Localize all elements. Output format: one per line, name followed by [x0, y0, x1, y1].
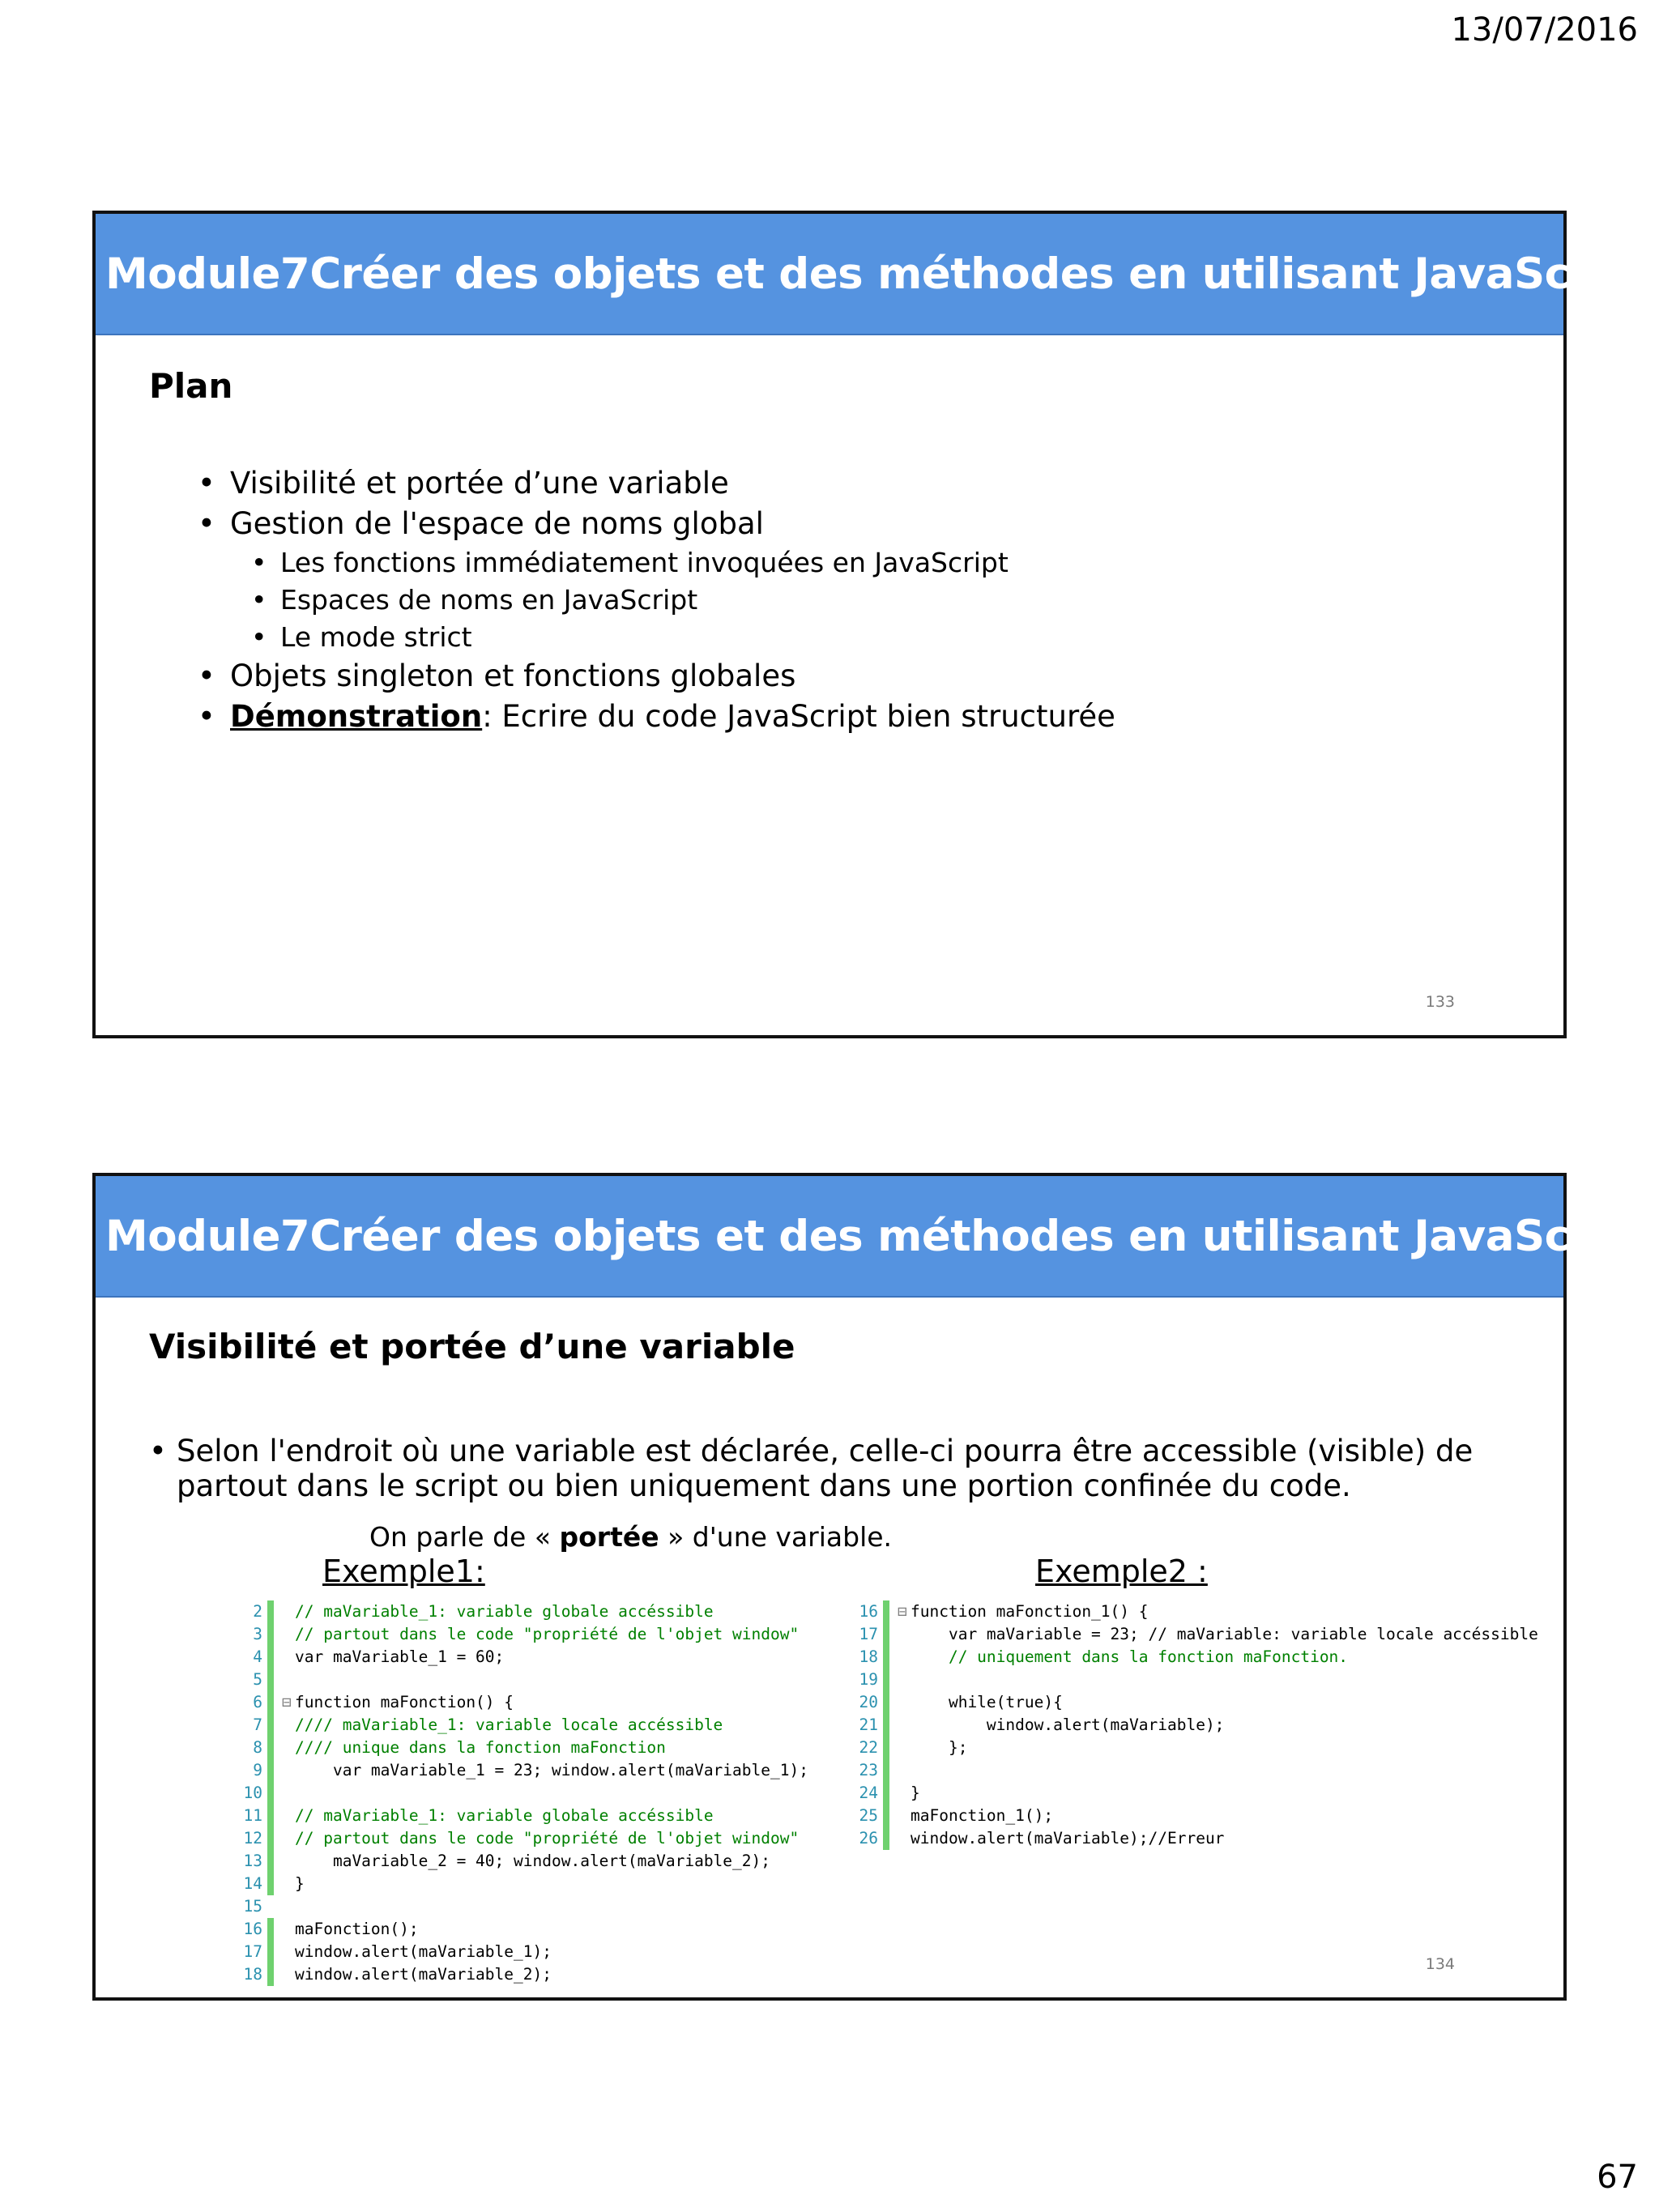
line-number: 2 [253, 1602, 262, 1621]
line-number: 12 [243, 1829, 262, 1848]
fold-icon [282, 1600, 295, 1623]
line-number: 26 [859, 1829, 878, 1848]
section-title: Visibilité et portée d’une variable [149, 1327, 795, 1366]
example1-title: Exemple1: [322, 1554, 485, 1589]
change-bar [267, 1918, 274, 1941]
line-number: 16 [243, 1920, 262, 1938]
plan-item: • Objets singleton et fonctions globales [198, 656, 1115, 697]
code-line [225, 1805, 914, 1827]
line-number: 22 [859, 1738, 878, 1757]
code-line [841, 1737, 1554, 1759]
change-bar [883, 1623, 889, 1646]
plan-item-demo [198, 697, 1115, 737]
code-line [841, 1691, 1554, 1714]
code-text: var maVariable_1 = 23; window.alert(maVariable_1); [295, 1761, 808, 1779]
code-line [225, 1714, 914, 1737]
plan-item: • Gestion de l'espace de noms global [198, 504, 1115, 544]
code-text: maFonction_1(); [911, 1806, 1054, 1825]
line-number: 8 [253, 1738, 262, 1757]
code-text: //// unique dans la fonction maFonction [295, 1738, 666, 1757]
code-text: maFonction(); [295, 1920, 419, 1938]
slide-header [96, 1176, 1656, 1298]
change-bar [267, 1623, 274, 1646]
code-line [841, 1669, 1554, 1691]
fold-icon [282, 1782, 295, 1805]
line-number: 3 [253, 1625, 262, 1643]
code-text: // uniquement dans la fonction maFonction. [911, 1647, 1349, 1666]
code-line [841, 1623, 1554, 1646]
change-bar [267, 1805, 274, 1827]
line-number: 5 [253, 1670, 262, 1689]
code-line [225, 1895, 914, 1918]
change-bar [267, 1873, 274, 1895]
code-line [225, 1941, 914, 1963]
code-text: var maVariable_1 = 60; [295, 1647, 505, 1666]
slide-number: 134 [1425, 1955, 1455, 1973]
fold-icon [282, 1623, 295, 1646]
fold-icon [898, 1782, 911, 1805]
code-text: window.alert(maVariable);//Erreur [911, 1829, 1225, 1848]
line-number: 16 [859, 1602, 878, 1621]
porte-line [369, 1521, 892, 1553]
fold-icon [898, 1691, 911, 1714]
code-line [841, 1600, 1554, 1623]
line-number: 18 [243, 1965, 262, 1984]
code-text: }; [911, 1738, 968, 1757]
change-bar [883, 1646, 889, 1669]
line-number: 23 [859, 1761, 878, 1779]
fold-icon [282, 1873, 295, 1895]
plan-subitem: • Les fonctions immédiatement invoquées en JavaScript [251, 544, 1115, 582]
change-bar [883, 1600, 889, 1623]
code-line [841, 1782, 1554, 1805]
module-title: Créer des objets et des méthodes en utilisant JavaScript [309, 1211, 1656, 1261]
code-text: } [911, 1784, 920, 1802]
code-text: var maVariable = 23; // maVariable: variable locale accéssible [911, 1625, 1538, 1643]
example1-code [225, 1600, 914, 1986]
line-number: 7 [253, 1715, 262, 1734]
fold-icon [282, 1737, 295, 1759]
plan-list [198, 463, 1115, 737]
example2-title: Exemple2 : [1035, 1554, 1208, 1589]
change-bar [267, 1850, 274, 1873]
code-text: window.alert(maVariable_2); [295, 1965, 552, 1984]
change-bar [883, 1782, 889, 1805]
slide-header [96, 214, 1656, 335]
demo-text: : Ecrire du code JavaScript bien structurée [482, 699, 1115, 734]
fold-icon [282, 1759, 295, 1782]
fold-icon [898, 1827, 911, 1850]
line-number: 6 [253, 1693, 262, 1711]
code-line [225, 1600, 914, 1623]
change-bar [267, 1827, 274, 1850]
fold-icon [898, 1805, 911, 1827]
fold-icon [898, 1669, 911, 1691]
line-number: 4 [253, 1647, 262, 1666]
example2-code [841, 1600, 1554, 1850]
code-line [225, 1850, 914, 1873]
code-line [841, 1805, 1554, 1827]
code-text: function maFonction_1() { [911, 1602, 1149, 1621]
code-line [841, 1827, 1554, 1850]
code-text: // partout dans le code "propriété de l'objet window" [295, 1829, 800, 1848]
fold-icon: ⊟ [898, 1602, 907, 1621]
module-label: Module7 [105, 1211, 310, 1261]
code-line [841, 1646, 1554, 1669]
change-bar [267, 1782, 274, 1805]
change-bar [883, 1805, 889, 1827]
plan-subitem: • Espaces de noms en JavaScript [251, 582, 1115, 619]
fold-icon [898, 1714, 911, 1737]
line-number: 20 [859, 1693, 878, 1711]
code-text: // maVariable_1: variable globale accéssible [295, 1806, 714, 1825]
line-number: 17 [243, 1942, 262, 1961]
code-line [841, 1759, 1554, 1782]
line-number: 24 [859, 1784, 878, 1802]
code-line [225, 1759, 914, 1782]
page-number: 67 [1597, 2159, 1638, 2196]
code-line [225, 1669, 914, 1691]
change-bar [267, 1646, 274, 1669]
code-text: function maFonction() { [295, 1693, 514, 1711]
fold-icon [282, 1669, 295, 1691]
line-number: 10 [243, 1784, 262, 1802]
fold-icon [282, 1941, 295, 1963]
line-number: 11 [243, 1806, 262, 1825]
change-bar [267, 1895, 274, 1918]
change-bar [883, 1759, 889, 1782]
change-bar [883, 1737, 889, 1759]
code-line [225, 1646, 914, 1669]
intro-text: • Selon l'endroit où une variable est déclarée, celle-ci pourra être accessible (visible) de partout dans le script ou bien uniquement dans une portion confinée du code. [149, 1434, 1494, 1503]
code-text: // maVariable_1: variable globale accéssible [295, 1602, 714, 1621]
change-bar [267, 1963, 274, 1986]
line-number: 9 [253, 1761, 262, 1779]
fold-icon [282, 1827, 295, 1850]
change-bar [267, 1941, 274, 1963]
module-title: Créer des objets et des méthodes en utilisant JavaScript [309, 249, 1656, 299]
plan-item: • Visibilité et portée d’une variable [198, 463, 1115, 504]
change-bar [883, 1669, 889, 1691]
code-line [225, 1691, 914, 1714]
code-text: window.alert(maVariable); [911, 1715, 1225, 1734]
fold-icon [282, 1963, 295, 1986]
code-line [225, 1963, 914, 1986]
slide-134 [92, 1173, 1656, 2001]
code-text: //// maVariable_1: variable locale accéssible [295, 1715, 723, 1734]
fold-icon [898, 1737, 911, 1759]
fold-icon: ⊟ [282, 1693, 292, 1711]
change-bar [267, 1737, 274, 1759]
porte-bold: portée [559, 1521, 659, 1553]
code-text: window.alert(maVariable_1); [295, 1942, 552, 1961]
fold-icon [282, 1714, 295, 1737]
change-bar [267, 1600, 274, 1623]
line-number: 13 [243, 1852, 262, 1870]
fold-icon [898, 1759, 911, 1782]
code-line [225, 1873, 914, 1895]
change-bar [883, 1827, 889, 1850]
fold-icon [898, 1646, 911, 1669]
code-text: // partout dans le code "propriété de l'objet window" [295, 1625, 800, 1643]
line-number: 19 [859, 1670, 878, 1689]
code-text: maVariable_2 = 40; window.alert(maVariable_2); [295, 1852, 770, 1870]
change-bar [267, 1669, 274, 1691]
slide-number: 133 [1425, 993, 1455, 1011]
porte-post: » d'une variable. [659, 1521, 893, 1553]
change-bar [267, 1714, 274, 1737]
code-line [225, 1918, 914, 1941]
line-number: 14 [243, 1874, 262, 1893]
line-number: 18 [859, 1647, 878, 1666]
plan-subitem: • Le mode strict [251, 619, 1115, 656]
code-line [225, 1827, 914, 1850]
line-number: 25 [859, 1806, 878, 1825]
slide-133 [92, 211, 1656, 1038]
line-number: 17 [859, 1625, 878, 1643]
line-number: 15 [243, 1897, 262, 1916]
fold-icon [282, 1805, 295, 1827]
fold-icon [898, 1623, 911, 1646]
code-text: } [295, 1874, 305, 1893]
demo-label: Démonstration [230, 699, 483, 734]
code-line [225, 1782, 914, 1805]
code-text: while(true){ [911, 1693, 1063, 1711]
fold-icon [282, 1850, 295, 1873]
page-date: 13/07/2016 [1451, 11, 1638, 49]
code-line [225, 1737, 914, 1759]
porte-pre: On parle de « [369, 1521, 560, 1553]
code-line [841, 1714, 1554, 1737]
change-bar [883, 1691, 889, 1714]
change-bar [267, 1759, 274, 1782]
module-label: Module7 [105, 249, 310, 299]
section-title: Plan [149, 366, 233, 406]
fold-icon [282, 1646, 295, 1669]
change-bar [883, 1714, 889, 1737]
fold-icon [282, 1918, 295, 1941]
code-line [225, 1623, 914, 1646]
fold-icon [282, 1895, 295, 1918]
line-number: 21 [859, 1715, 878, 1734]
change-bar [267, 1691, 274, 1714]
